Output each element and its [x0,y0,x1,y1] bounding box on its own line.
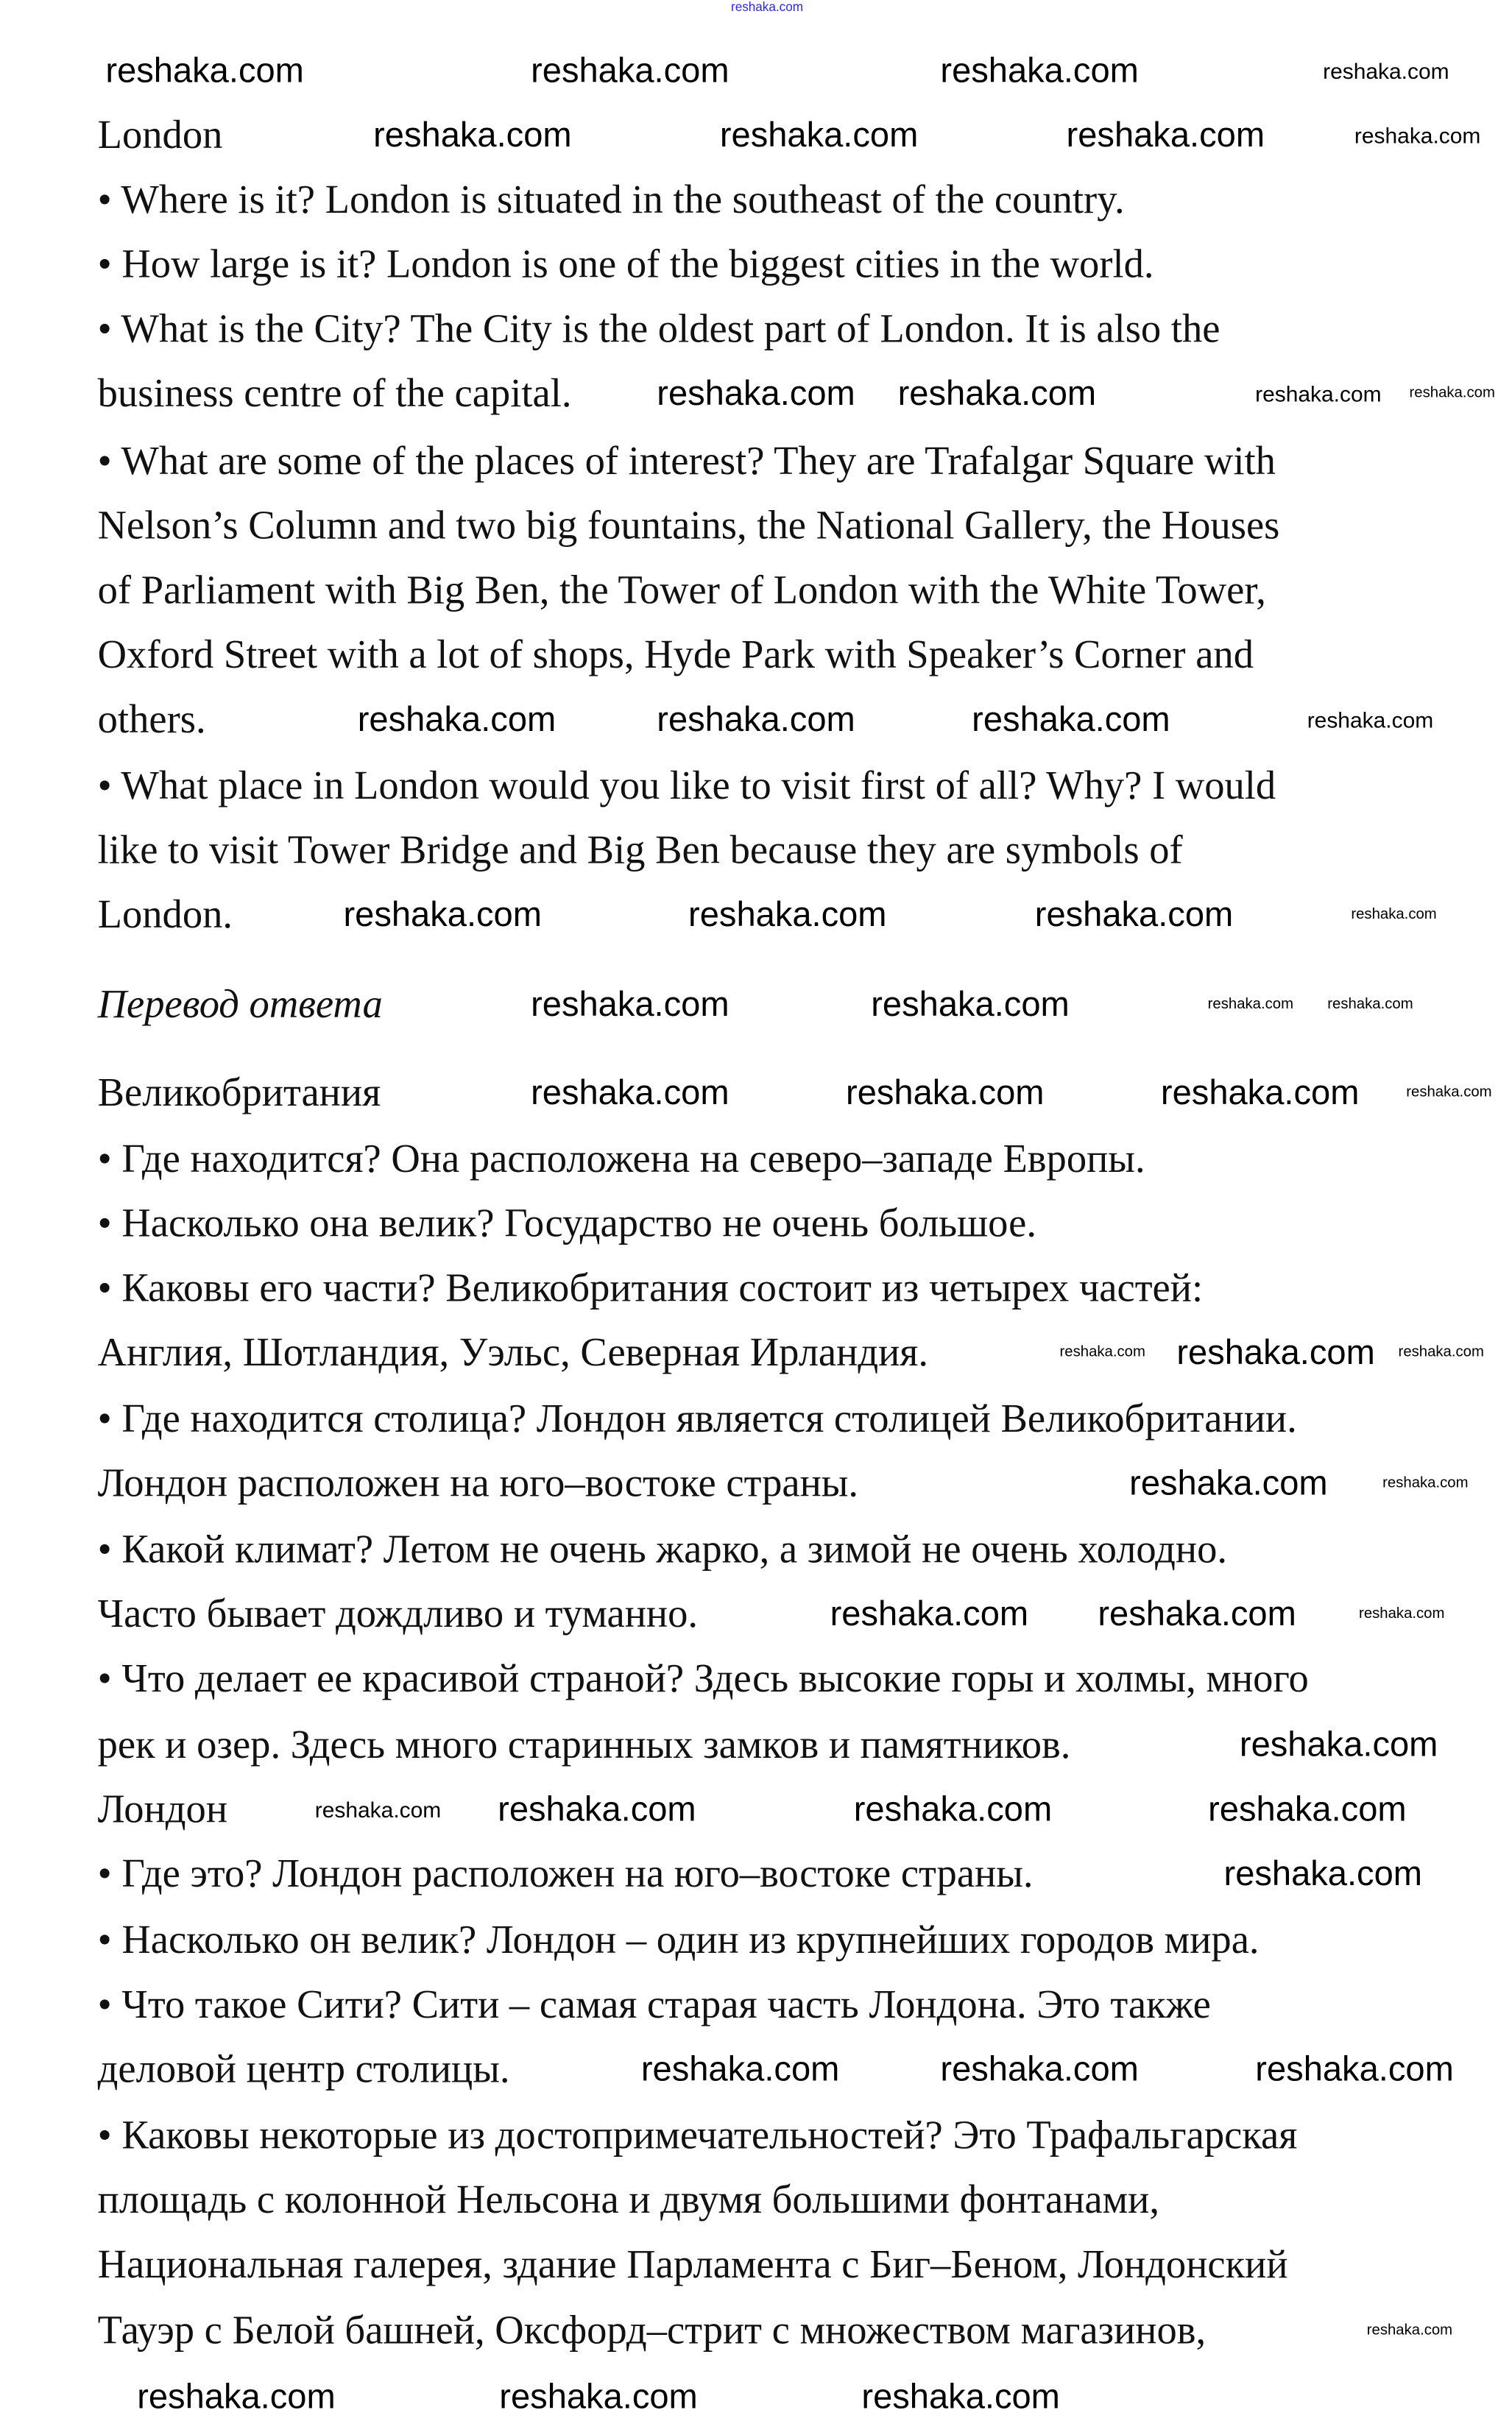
text-line: Nelson’s Column and two big fountains, the National Gallery, the Houses [97,502,1280,548]
watermark: reshaka.com [940,50,1139,90]
watermark: reshaka.com [1034,894,1234,934]
watermark: reshaka.com [1409,384,1495,403]
text-line: • What is the City? The City is the oldest part of London. It is also the [97,305,1220,352]
watermark: reshaka.com [105,50,304,90]
watermark: reshaka.com [657,373,855,413]
translation-heading: Перевод ответа [97,980,383,1028]
text-line: Часто бывает дождливо и туманно. [97,1590,699,1637]
text-line: Тауэр с Белой башней, Оксфорд–стрит с множеством магазинов, [97,2307,1207,2353]
text-line: Oxford Street with a lot of shops, Hyde Park with Speaker’s Corner and [97,631,1254,678]
watermark: reshaka.com [137,2376,336,2417]
watermark: reshaka.com [531,1072,729,1112]
watermark: reshaka.com [1354,122,1481,149]
text-line: business centre of the capital. [97,370,572,416]
watermark: reshaka.com [1382,1474,1469,1492]
watermark: reshaka.com [846,1072,1045,1112]
watermark: reshaka.com [940,2049,1139,2089]
watermark: reshaka.com [861,2376,1060,2417]
text-line: • Где находится? Она расположена на северо–западе Европы. [97,1135,1145,1181]
text-line: like to visit Tower Bridge and Big Ben because they are symbols of [97,827,1183,873]
watermark: reshaka.com [373,115,572,155]
header-watermark-link[interactable]: reshaka.com [730,0,803,15]
watermark: reshaka.com [972,699,1170,739]
text-line: деловой центр столицы. [97,2046,510,2092]
watermark: reshaka.com [640,2049,840,2089]
text-line: • Где находится столица? Лондон является столицей Великобритании. [97,1395,1297,1441]
watermark: reshaka.com [1223,1853,1423,1893]
text-line: • Каковы его части? Великобритания состоит из четырех частей: [97,1265,1204,1311]
text-line: • How large is it? London is one of the biggest cities in the world. [97,241,1154,287]
watermark: reshaka.com [1255,381,1382,407]
text-line: London. [97,891,233,938]
watermark: reshaka.com [1351,905,1437,924]
text-line: • Какой климат? Летом не очень жарко, а зимой не очень холодно. [97,1526,1228,1572]
text-line: Лондон расположен на юго–востоке страны. [97,1460,859,1506]
text-line: • Что делает ее красивой страной? Здесь высокие горы и холмы, много [97,1655,1309,1701]
text-line: • Насколько она велик? Государство не очень большое. [97,1200,1036,1246]
watermark: reshaka.com [1255,2049,1454,2089]
watermark: reshaka.com [357,699,557,739]
text-line: • Где это? Лондон расположен на юго–востоке страны. [97,1851,1034,1897]
watermark: reshaka.com [1239,1724,1438,1764]
watermark: reshaka.com [498,1789,696,1829]
text-line: рек и озер. Здесь много старинных замков и памятников. [97,1721,1071,1767]
text-line: Англия, Шотландия, Уэльс, Северная Ирландия. [97,1329,929,1375]
watermark: reshaka.com [1366,2322,1453,2339]
watermark: reshaka.com [1176,1332,1375,1372]
watermark: reshaka.com [1323,58,1449,84]
watermark: reshaka.com [314,1797,442,1823]
watermark: reshaka.com [871,984,1070,1024]
watermark: reshaka.com [1066,115,1265,155]
watermark: reshaka.com [1307,707,1434,732]
text-line: • What place in London would you like to visit first of all? Why? I would [97,762,1276,808]
watermark: reshaka.com [1359,1605,1445,1623]
watermark: reshaka.com [719,115,919,155]
text-line: of Parliament with Big Ben, the Tower of London with the White Tower, [97,567,1266,613]
text-line: Национальная галерея, здание Парламента с Биг–Беном, Лондонский [97,2241,1288,2287]
watermark: reshaka.com [1398,1343,1484,1362]
watermark: reshaka.com [853,1789,1053,1829]
watermark: reshaka.com [1098,1594,1296,1633]
text-line: • Каковы некоторые из достопримечательностей? Это Трафальгарская [97,2112,1298,2158]
watermark: reshaka.com [1207,995,1294,1014]
text-line: • Насколько он велик? Лондон – один из крупнейших городов мира. [97,1916,1260,1962]
watermark: reshaka.com [688,894,887,934]
section-title-great-britain: Великобритания [97,1069,381,1115]
watermark: reshaka.com [343,894,542,934]
watermark: reshaka.com [531,984,729,1024]
text-line: others. [97,696,206,742]
watermark: reshaka.com [499,2376,698,2417]
watermark: reshaka.com [1129,1463,1328,1503]
watermark: reshaka.com [657,699,855,739]
text-line: • What are some of the places of interest? They are Trafalgar Square with [97,437,1276,484]
watermark: reshaka.com [1327,995,1413,1014]
watermark: reshaka.com [1059,1343,1145,1362]
text-line: площадь с колонной Нельсона и двумя большими фонтанами, [97,2176,1159,2222]
text-line: • Where is it? London is situated in the southeast of the country. [97,176,1125,222]
section-title-london-ru: Лондон [97,1786,228,1832]
watermark: reshaka.com [1208,1789,1407,1829]
text-line: • Что такое Сити? Сити – самая старая часть Лондона. Это также [97,1981,1211,2027]
section-title-london: London [97,111,223,158]
watermark: reshaka.com [1406,1084,1492,1102]
watermark: reshaka.com [531,50,729,90]
watermark: reshaka.com [830,1594,1029,1633]
watermark: reshaka.com [897,373,1097,413]
watermark: reshaka.com [1160,1072,1360,1112]
